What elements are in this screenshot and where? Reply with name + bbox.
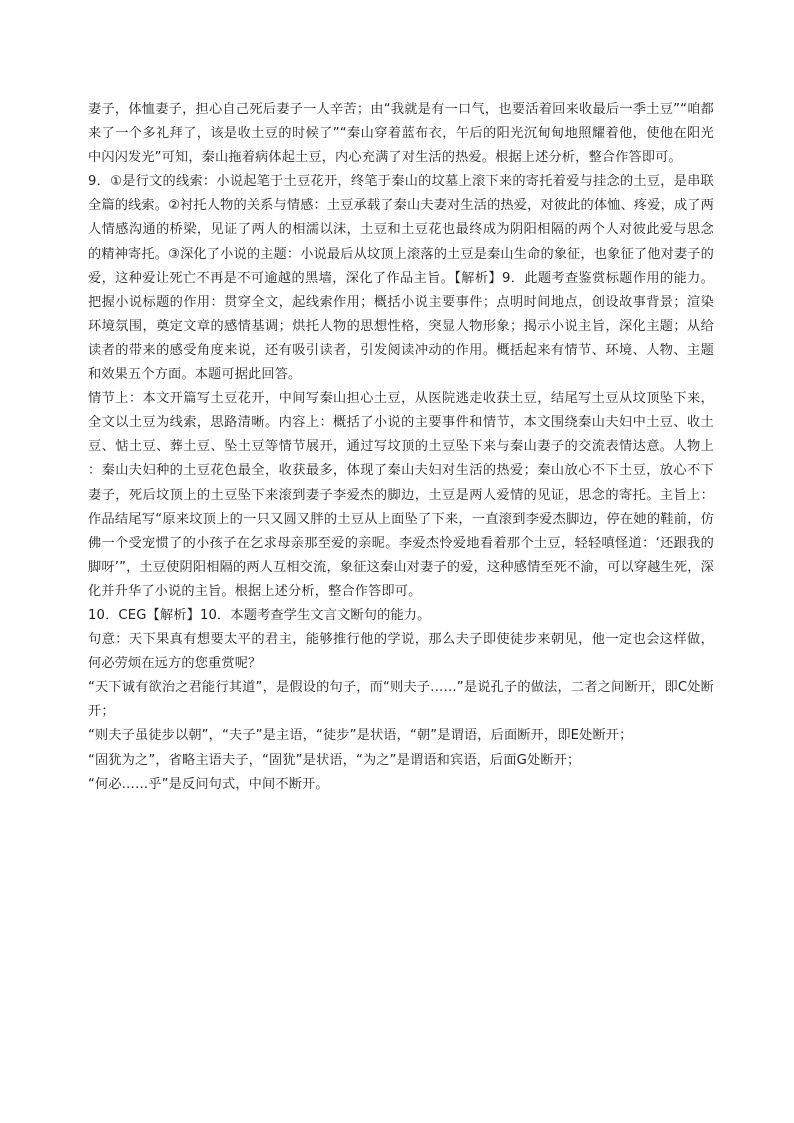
paragraph-q10-break-g: “固犹为之”，省略主语夫子，“固犹”是状语，“为之”是谓语和宾语，后面G处断开；: [88, 752, 581, 768]
paragraph-q10-answer: 10．CEG【解析】10．本题考查学生文言文断句的能力。: [88, 607, 431, 623]
paragraph-q9-answer: 9．①是行文的线索：小说起笔于土豆花开，终笔于秦山的坟墓上滚下来的寄托着爱与挂念的土豆，是串联全篇的线索。②衬托人物的关系与情感：土豆承载了秦山夫妻对生活的热爱，对彼此的体恤、疼爱，成了两人情感沟通的桥梁，见证了两人的相濡以沫，土豆和土豆花也最终成为阴阳相隔的两个人对彼此爱与思念的精神寄托。③深化了小说的主题：小说最后从坟顶上滚落的土豆是秦山生命的象征，也象征了他对妻子的爱，这种爱让死亡不再是不可逾越的黑墙，深化了作品主旨。【解析】9．此题考查鉴赏标题作用的能力。把握小说标题的作用：贯穿全文，起线索作用；概括小说主要事件；点明时间地点，创设故事背景；渲染环境氛围，奠定文章的感情基调；烘托人物的思想性格，突显人物形象；揭示小说主旨，深化主题；从给读者的带来的感受角度来说，还有吸引读者，引发阅读冲动的作用。概括起来有情节、环境、人物、主题和效果五个方面。本题可据此回答。: [88, 174, 714, 383]
paragraph-q10-meaning: 句意：天下果真有想要太平的君主，能够推行他的学说，那么夫子即使徒步来朝见，他一定也会这样做，何必劳烦在远方的您重赏呢？: [88, 632, 714, 672]
paragraph-q9-detail: 情节上：本文开篇写土豆花开，中间写秦山担心土豆，从医院逃走收获土豆，结尾写土豆从坟顶坠下来，全文以土豆为线索，思路清晰。内容上：概括了小说的主要事件和情节，本文围绕秦山夫妇中土豆、收土豆、惦土豆、葬土豆、坠土豆等情节展开，通过写坟顶的土豆坠下来与秦山妻子的交流表情达意。人物上：秦山夫妇种的土豆花色最全，收获最多，体现了秦山夫妇对生活的热爱；秦山放心不下土豆，放心不下妻子，死后坟顶上的土豆坠下来滚到妻子李爱杰的脚边，土豆是两人爱情的见证，思念的寄托。主旨上：作品结尾写“原来坟顶上的一只又圆又胖的土豆从上面坠了下来，一直滚到李爱杰脚边，停在她的鞋前，仿佛一个受宠惯了的小孩子在乞求母亲那至爱的亲昵。李爱杰怜爱地看着那个土豆，轻轻嗔怪道：‘还跟我的脚呀’”，土豆使阴阳相隔的两人互相交流，象征这秦山对妻子的爱，这种感情至死不渝，可以穿越生死，深化并升华了小说的主旨。根据上述分析，整合作答即可。: [88, 391, 714, 599]
paragraph-q10-break-c: “天下诚有欲治之君能行其道”，是假设的句子，而“则夫子……”是说孔子的做法，二者之间断开，即C处断开；: [88, 680, 714, 720]
paragraph-q8-analysis-end: 妻子，体恤妻子，担心自己死后妻子一人辛苦；由“我就是有一口气，也要活着回来收最后一季土豆”“咱都来了一个多礼拜了，该是收土豆的时候了”“秦山穿着蓝布衣，午后的阳光沉甸甸地照耀着他，使他在阳光中闪闪发光”可知，秦山拖着病体起土豆，内心充满了对生活的热爱。根据上述分析，整合作答即可。: [88, 102, 714, 166]
paragraph-q10-no-break: “何必……乎”是反问句式，中间不断开。: [88, 776, 329, 792]
answer-explanation-text: [88, 98, 714, 797]
paragraph-q10-break-e: “则夫子虽徒步以朝”，“夫子”是主语，“徒步”是状语，“朝”是谓语，后面断开，即E处断开；: [88, 728, 633, 744]
